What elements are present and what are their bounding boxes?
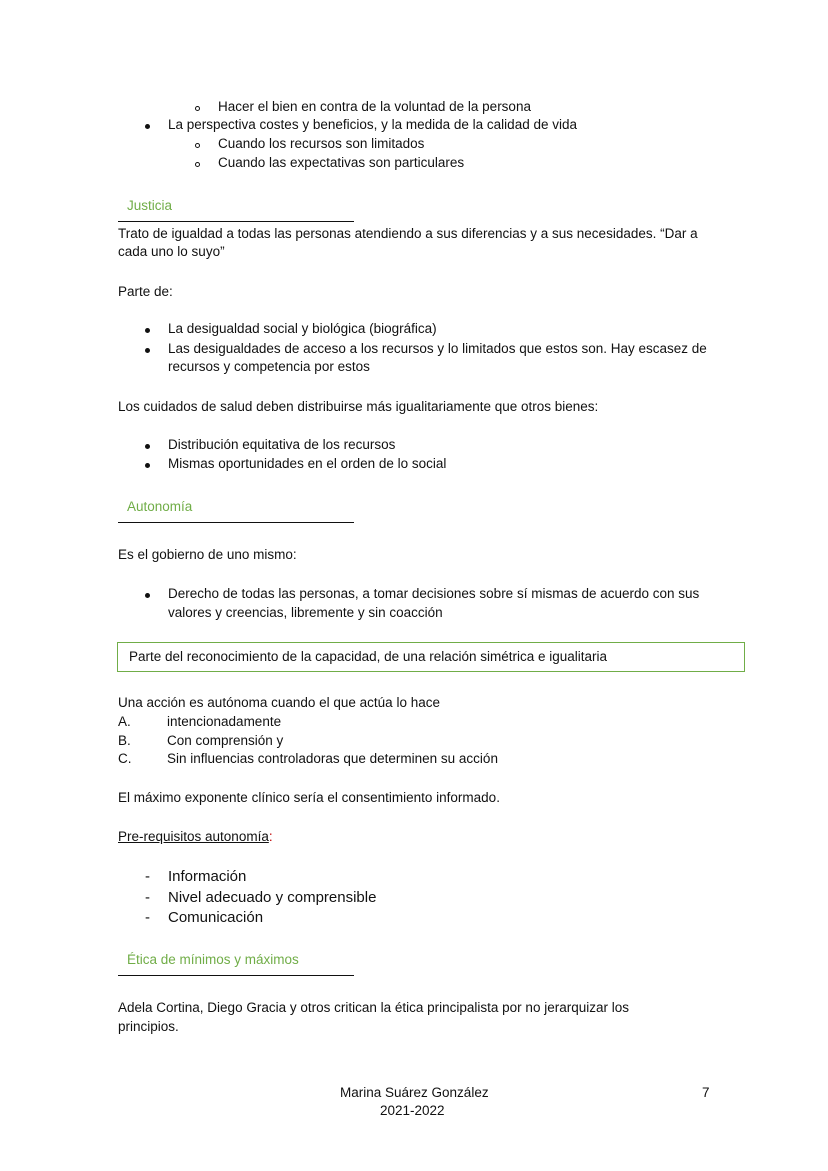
prereq-title [118,829,273,844]
sub-bullet-marker [195,143,200,148]
heading-rule [118,221,354,222]
list-item: Con comprensión y [167,733,284,748]
list-marker: A. [118,714,131,729]
list-item-continuation: recursos y competencia por estos [168,359,370,374]
list-item: La perspectiva costes y beneficios, y la medida de la calidad de vida [168,117,577,132]
list-marker: B. [118,733,131,748]
prereq-item: Nivel adecuado y comprensible [168,889,377,906]
sub-bullet-marker [195,106,200,111]
dash-marker: - [145,909,150,926]
heading-rule [118,522,354,523]
prereq-title-colon: : [268,829,273,844]
bullet-marker [145,124,150,129]
highlight-box [117,642,745,672]
sub-list-item: Hacer el bien en contra de la voluntad de la persona [218,99,531,114]
list-item: La desigualdad social y biológica (biográfica) [168,321,437,336]
bullet-marker [145,463,150,468]
paragraph: El máximo exponente clínico sería el consentimiento informado. [118,790,500,805]
bullet-marker [145,444,150,449]
section-heading-autonomia: Autonomía [127,499,193,514]
highlight-box-text: Parte del reconocimiento de la capacidad, de una relación simétrica e igualitaria [129,649,608,664]
page-number: 7 [702,1085,710,1100]
list-item-continuation: valores y creencias, libremente y sin coacción [168,605,443,620]
prereq-title-text: Pre-requisitos autonomía [118,829,269,844]
paragraph: Una acción es autónoma cuando el que actúa lo hace [118,695,440,710]
list-item: Derecho de todas las personas, a tomar decisiones sobre sí mismas de acuerdo con sus [168,586,700,601]
bullet-marker [145,348,150,353]
footer-year: 2021-2022 [380,1103,445,1118]
paragraph: Los cuidados de salud deben distribuirse más igualitariamente que otros bienes: [118,399,599,414]
paragraph: Es el gobierno de uno mismo: [118,547,297,562]
sub-list-item: Cuando las expectativas son particulares [218,155,465,170]
sub-bullet-marker [195,162,200,167]
bullet-marker [145,328,150,333]
dash-marker: - [145,868,150,885]
list-item: Distribución equitativa de los recursos [168,437,396,452]
list-marker: C. [118,751,132,766]
heading-rule [118,975,354,976]
paragraph-line: Trato de igualdad a todas las personas atendiendo a sus diferencias y a sus necesidades. “Dar a [118,226,698,241]
list-item: Mismas oportunidades en el orden de lo social [168,456,447,471]
section-heading-justicia: Justicia [127,198,173,213]
paragraph-line: cada uno lo suyo” [118,244,225,259]
prereq-item: Información [168,868,247,885]
prereq-item: Comunicación [168,909,264,926]
paragraph-line: principios. [118,1019,179,1034]
sub-list-item: Cuando los recursos son limitados [218,136,425,151]
section-heading-etica: Ética de mínimos y máximos [127,952,299,967]
paragraph-line: Adela Cortina, Diego Gracia y otros critican la ética principalista por no jerarquizar los [118,1000,629,1015]
list-item: Las desigualdades de acceso a los recursos y lo limitados que estos son. Hay escasez de [168,341,707,356]
footer-author: Marina Suárez González [340,1085,489,1100]
bullet-marker [145,593,150,598]
dash-marker: - [145,889,150,906]
paragraph: Parte de: [118,284,173,299]
list-item: intencionadamente [167,714,282,729]
list-item: Sin influencias controladoras que determinen su acción [167,751,498,766]
